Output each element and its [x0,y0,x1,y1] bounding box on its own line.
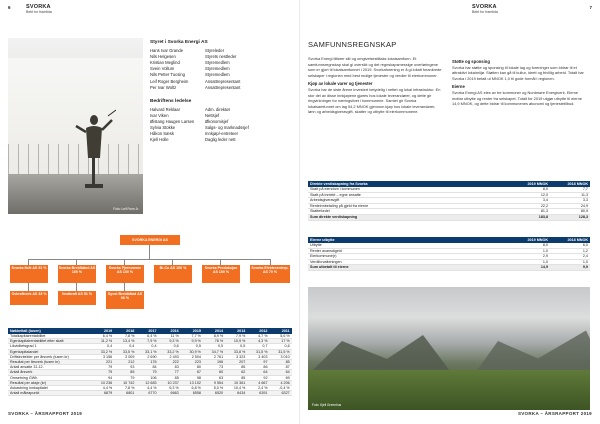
board-member-name: Per Ivar Woltz [150,84,177,90]
manager-name: Kjell Holle [150,137,169,143]
org-child-4: Svorka Produksjon AS 100 % [202,265,240,283]
table-cell: 64 [285,370,290,375]
table-cell: 12 683 [145,380,157,385]
table-cell: 9 554 [213,380,224,385]
table-cell: 3 403 [258,354,268,359]
table-cell: 2 690 [147,354,157,359]
board-member-name: Svein Vollum [150,66,175,72]
paragraph: Svorka Energi AS eies av tre kommuner og Nordmøre Energiverk. Eierne mottar utbytte og renter fra selskapet. Totalt for 2019 utgjør utbytte til eierne 14,9 MNOK, og dette bidrar til kommunenes økonomi og tjenestetilbud. [452,89,582,107]
table-cell: 31,5 % [278,349,290,354]
org-child-1: Svorka Breidbånd AS 100 % [58,265,96,283]
table-cell: 1,0 [542,248,548,253]
org-grandchild-1: Vestkraft AS 51 % [58,291,96,305]
table-cell: Arbeidsgiveravgift [310,198,340,203]
paragraph: Svorka har de siste årene investert betydelig i nettet og lokal infrastruktur. En stor del av disse innkjøpene gjøres hos lokale leverandører, og dette gir ringvirkninger for næringslivet i kommunene. Samlet gir Svorka lokalsamfunnet om lag 54,2 MNOK gjennom kjøp hos lokale leverandører, lønn og arbeidsgiveravgift, skatter og utbytte til eierkommunene. [308,86,441,115]
table-cell: 60 [219,370,224,375]
table-cell: 94 [108,375,113,380]
table-cell: 9,9 % [191,339,201,344]
table-cell: 0,5 [240,344,246,349]
column-header: Eierne utbytte [310,238,335,242]
table-cell: 7,8 % [124,334,135,338]
table-cell: 79 [130,375,135,380]
table-cell: 85 [241,375,246,380]
column-header: 2018 [126,329,135,333]
manager-name: Ivar Viken [150,112,169,118]
table-cell: Antall ansatte 31.12. [10,365,44,370]
table-cell: 64 [263,370,268,375]
column-header: 2017 [148,329,157,333]
table-cell: 69 [285,375,290,380]
board-member-row [150,85,290,91]
table-cell: 7,7 % [191,334,201,338]
column-header: 2019 MNOK [527,182,548,186]
table-cell: Verdiforvalteningen [310,259,342,264]
table-cell: 85 [174,375,179,380]
column-header: Nøkkeltall (tusen) [10,329,41,333]
column-header: 2013 [237,329,246,333]
org-grandchild-0: Ovkraftverk AS 33 % [10,291,48,305]
table-cell: 30,9 % [189,349,201,354]
table-cell: 33,8 % [233,349,246,354]
table-cell: 10 236 [100,380,113,385]
board-member-role: Ansattrepresentant [205,84,241,90]
table-cell: 6558 [192,391,201,396]
table-cell: 222 [172,359,179,364]
table-cell: 2,4 [582,254,588,259]
table-cell: 79 [108,365,113,370]
table-cell: 0,5 [195,344,201,349]
value-creation-table [308,181,590,221]
table-cell: Omsetning GWh [10,375,38,380]
key-figures-table [8,328,292,396]
table-cell: 34,7 % [211,349,224,354]
table-cell: Sum direkte verdiskapning [310,214,358,219]
table-cell: 83 [174,365,179,370]
text-column-right [452,56,590,109]
table-cell: 98 [196,375,201,380]
table-cell: Skatt på inntekt – egne ansatte [310,192,361,197]
paragraph-heading: Kjøp av lokale varer og tjenester [308,81,373,87]
table-cell: 24,9 [580,203,588,208]
board-member-role: Styremedlem [205,72,230,78]
table-cell: 176 [150,359,157,364]
table-cell: 13,4 % [122,339,135,344]
board-member-name: Leif Roger Bergheim [150,78,189,84]
table-cell: 87 [285,365,290,370]
table-cell: 0,6 [173,344,179,349]
org-grandchild-2: Syvst Breidbånd AS 66 % [106,291,144,309]
table-cell: 9,3 % [169,339,179,344]
table-cell: 0,4 [151,344,157,349]
paragraph-heading: Eierne [452,84,465,90]
table-cell: 6434 [237,391,246,396]
table-cell: 8,0 [542,187,548,191]
manager-name: Halvard Reklaar [150,106,181,112]
table-cell: 63 [219,375,224,380]
table-cell: 81,3 [540,209,548,214]
table-cell: Resultat per aksje (kr) [10,380,47,385]
table-cell: 86 [263,365,268,370]
table-cell: 80 [196,365,201,370]
manager-role: Innkjøp/-entreteer [205,131,239,137]
table-cell: 10 237 [167,380,179,385]
table-cell: 6663 [170,391,179,396]
table-cell: 8,9 % [213,334,224,338]
table-cell: 2 761 [213,354,224,359]
table-cell: 1,0 [542,259,548,264]
photo-caption: Foto: Kjell Greenhus [312,403,342,407]
table-cell: Egenkapitalandel [10,349,39,354]
paragraph: Svorka Energi tilfører sitt og omgivelsestiltaks lokalsamfunn. Et samfunnsregnskap skal gi oversikt og det regnskapsmessige overføringene som er gjort til lokalsamfunnet i 2019. Svorkaforening er å gi lokalt forankrede selskaper i regionen med best mulige tjenester og verdier til eierkommuner. [308,56,442,78]
table-cell: 0,4 [129,344,135,349]
org-root: SVORKA ENERGI AS [120,235,180,245]
table-cell: 0,6 [284,344,290,349]
board-title: Styret i Svorka Energi AS [150,40,208,45]
board-member-role: Ansattrepresentant [205,78,241,84]
table-cell: 6520 [214,391,224,396]
table-cell: Egenkapitalrentabilitet etter skatt [10,339,64,344]
table-cell: 2 493 [169,354,179,359]
table-cell: 4 206 [280,380,290,385]
table-cell: Antall årsverk [10,370,33,375]
manager-name: Sylvia Stokke [150,125,176,131]
table-cell: 207 [239,359,246,364]
page-footer: SVORKA – ÅRSRAPPORT 2019 [8,411,83,416]
manager-role: Daglig leder nett [205,137,236,143]
table-cell: 22,2 [540,203,548,208]
statue-figure [72,100,116,190]
page-footer: SVORKA – ÅRSRAPPORT 2019 [517,411,592,416]
board-member-role: Styremedlem [205,66,230,72]
table-cell: 11 % [170,334,179,338]
table-cell: 11,3 [581,192,588,197]
table-cell: Skattefordel [310,209,330,214]
paragraph-heading: Støtte og sponsing [452,59,490,64]
table-cell: 7,7 [582,187,588,191]
table-cell: 3 323 [236,354,246,359]
org-child-5: Svorka Elektroentrep. AS 70 % [250,265,290,283]
column-header: 2019 [103,329,113,333]
table-cell: Driftsinntekter per årsverk (tusen kr) [10,354,69,359]
column-header: Direkte verdiskapning fra Svorka [310,182,368,186]
table-cell: 6,0 [582,243,588,247]
table-cell: -0,4 % [279,385,290,390]
table-cell: 196 [216,359,224,364]
board-member-name: Kristian Meglind [150,60,180,66]
table-cell: 3,3 [582,198,588,203]
table-cell: 78 % [214,339,224,344]
table-cell: 33,2 % [100,349,113,354]
table-cell: 3 156 [102,354,113,359]
manager-name: Øistang Haugen Larsen [150,119,195,125]
table-cell: 0,4 [107,344,113,349]
table-cell: 7,9 % [235,334,246,338]
board-member-name: Nils Petter Tucsing [150,72,185,78]
right-page [300,0,600,424]
table-cell: 84 [152,365,157,370]
table-cell: Renter avansdigeld [310,248,342,253]
table-cell: 223 [194,359,201,364]
table-cell: 13 102 [189,380,201,385]
photo-caption: Foto: Leif Fonn Jr. [113,207,139,211]
table-cell: 79 [108,370,113,375]
table-cell: 212 [128,359,135,364]
table-cell: 183,8 [538,214,548,219]
table-cell: 73 [219,365,224,370]
table-cell: 6770 [148,391,157,396]
column-header: 2019 MNOK [527,238,548,242]
table-cell: 4 667 [258,380,268,385]
column-header: 2018 MNOK [567,238,588,242]
table-cell: 1,0 [582,259,588,264]
table-cell: 67 [196,370,201,375]
table-cell: 3,4 [542,198,548,203]
board-list [150,48,290,91]
table-cell: 3 009 [125,354,135,359]
table-cell: 6,3 % [169,385,179,390]
table-cell: 6,4 % [147,334,157,338]
table-cell: 8,0 [542,243,548,247]
column-header: 2014 [214,329,224,333]
column-header: 2012 [259,329,268,333]
paragraph: Svorka har støtte og sponsing til lokale lag og foreninger som bidrar til et attraktivt lokalmiljø. Støtten kan gå til kultur, idrett og frivillig arbeid. Totalt har Svorka i 2019 betalt ut MNOK 1,0 til gode formål i regionen. [452,64,584,81]
table-cell: 12,0 [540,192,548,197]
board-member-name: Nils Helgesen [150,54,176,60]
table-cell: 17 % [281,339,290,344]
table-cell: 3 010 [280,354,290,359]
table-cell: 77 [174,370,179,375]
table-cell: 14,9 [540,265,548,270]
table-cell: 4,3 % [258,339,268,344]
table-cell: 4,4 % [147,385,157,390]
table-cell: 97 [263,359,268,364]
table-cell: Avkastning innkapitalet [10,385,48,390]
table-cell: 10 361 [234,380,246,385]
page-number: 6 [8,5,11,10]
manager-role: Økonomisjef [205,119,229,125]
table-cell: 6327 [281,391,290,396]
text-column-left [308,56,443,117]
brand-subtitle: Bebt for framtida [26,10,52,14]
management-list [150,107,290,144]
table-cell: 2 504 [191,354,201,359]
org-child-2: Svorka Fjernvarme AS 100 % [106,265,144,283]
table-cell: 2,4 % [258,385,268,390]
key-figures-body [8,334,292,396]
board-member-name: Hans Ivar Grande [150,48,184,54]
table-cell: Renteinnbetaling på gjeld fra eierne [310,203,369,208]
org-chart [8,225,292,323]
table-cell: 33,5 % [122,349,135,354]
board-member-role: Styremedlem [205,60,230,66]
org-child-0: Svorka Nett AS 51 % [10,265,48,283]
brand-name: SVORKA [26,4,51,10]
manager-role: Adm. direktør [205,106,231,112]
table-cell: 10 742 [123,380,135,385]
table-cell: 11,2 % [100,339,113,344]
table-cell: 6,8 % [191,385,201,390]
valley-landscape-photo [308,287,590,410]
table-row [8,391,292,396]
table-cell: Antall måleapunkt [10,391,40,396]
table-cell: 2,9 [542,254,548,259]
table-cell: Sum utbetalt til eierne [310,265,349,270]
table-cell: Eierkommune(r) [310,254,337,259]
table-cell: 92 [263,375,268,380]
table-cell: 5,6 % [280,334,290,338]
section-title: SAMFUNNSREGNSKAP [308,40,397,49]
org-child-3: Bi-Co AS 100 % [154,265,192,283]
table-cell: 85 [285,359,290,364]
table-cell: 4,7 % [258,334,268,338]
table-cell: 5,0 % [213,385,224,390]
table-cell: 4,4 % [102,385,113,390]
table-cell: 7,9 % [147,339,157,344]
page-number: 7 [589,5,592,10]
column-header: 2016 [170,329,179,333]
violinist-statue-photo [8,38,143,214]
board-member-role: Styrets nestleder [205,54,237,60]
table-cell: 7,8 % [124,385,135,390]
table-cell: 0,7 [262,344,268,349]
table-sum-row [308,215,590,221]
management-title: Bedriftens ledelse [150,98,192,104]
table-cell: 10,4 % [233,385,246,390]
table-cell: 1,2 [582,248,588,253]
manager-name: Håkon Sæsk [150,131,174,137]
table-cell: 79 [152,370,157,375]
table-cell: 221 [106,359,113,364]
table-cell: Skatt på eiendom i kommunen [310,187,360,191]
brand-name: SVORKA [472,4,497,10]
table-cell: 128,3 [578,214,588,219]
table-cell: Likviditetsgrad 1 [10,344,37,349]
table-cell: 33,1 % [145,349,157,354]
table-cell: 6879 [103,391,113,396]
table-cell: 85 [130,370,135,375]
table-cell: 80,9 [580,209,588,214]
board-section [150,40,290,143]
brand-subtitle: Bebt for framtida [472,10,498,14]
table-sum-row [308,265,590,271]
table-cell: 62 [241,370,246,375]
table-cell: 85 [241,365,246,370]
table-cell: 6391 [259,391,268,396]
board-member-role: Styreleder [205,48,225,54]
table-cell: 6801 [126,391,135,396]
table-cell: Utbytte [310,243,322,247]
column-header: 2018 MNOK [567,182,588,186]
manager-row [150,137,290,143]
table-cell: 6,4 % [102,334,113,338]
table-cell: 10,9 % [233,339,246,344]
table-cell: 9,9 [582,265,588,270]
table-cell: Totalkapitalrentabilitet [10,334,46,338]
table-cell: 0,5 [217,344,224,349]
table-cell: Resultat per årsverk (tusen kr) [10,359,60,364]
table-cell: 106 [150,375,157,380]
table-cell: 31,5 % [256,349,268,354]
column-header: 2015 [192,329,201,333]
manager-role: Nettsjef [205,112,220,118]
owner-dividend-table [308,237,590,271]
table-cell: 93 [130,365,135,370]
manager-role: Salgs- og marknadssjef [205,125,249,131]
column-header: 2011 [281,329,290,333]
table-cell: 33,2 % [167,349,179,354]
